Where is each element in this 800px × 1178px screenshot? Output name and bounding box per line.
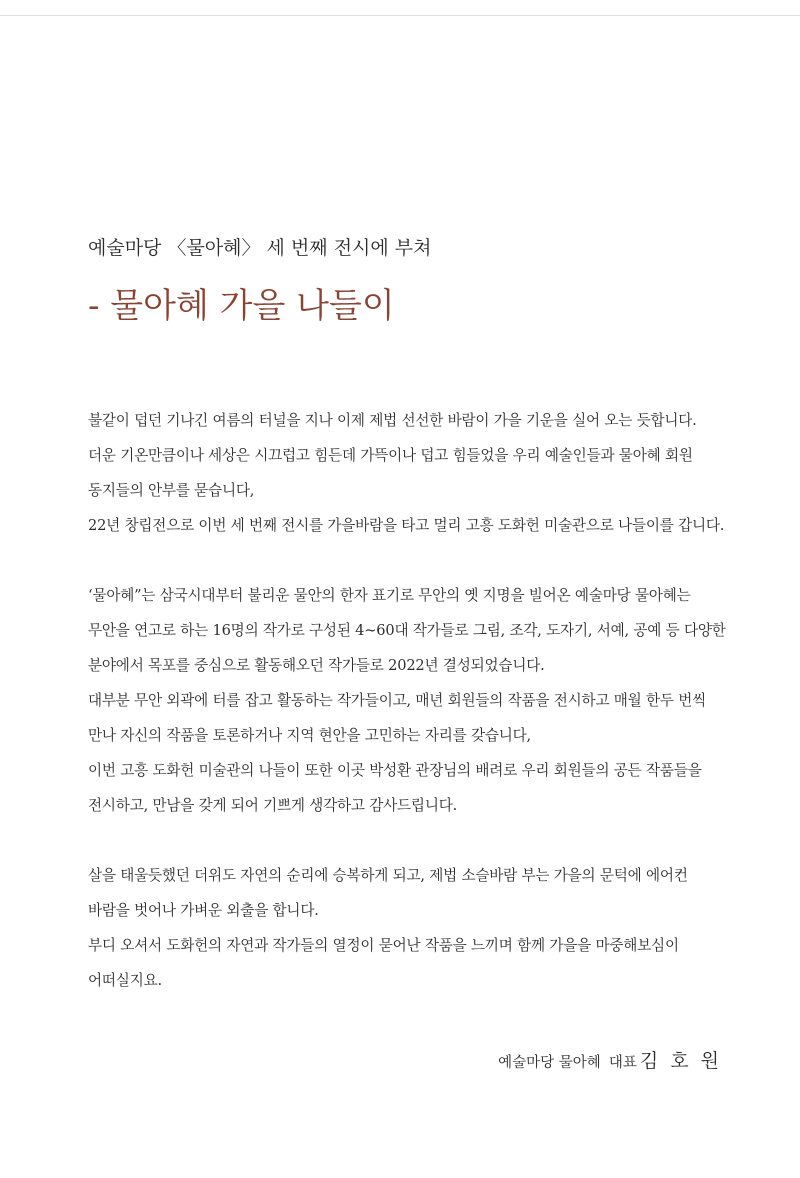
paragraph-1: [88, 403, 728, 543]
text-line: 분야에서 목포를 중심으로 활동해오던 작가들로 2022년 결성되었습니다.: [88, 657, 545, 674]
body-text: [88, 403, 728, 1033]
text-line: 더운 기온만큼이나 세상은 시끄럽고 힘든데 가뜩이나 덥고 힘들었을 우리 예술인들과 물아혜 회원: [88, 447, 693, 464]
text-line: 동지들의 안부를 묻습니다,: [88, 482, 255, 499]
paragraph-3: [88, 858, 728, 998]
text-line: 무안을 연고로 하는 16명의 작가로 구성된 4~60대 작가들로 그림, 조각, 도자기, 서예, 공예 등 다양한: [88, 622, 726, 639]
text-line: 어떠실지요.: [88, 972, 162, 989]
paragraph-2: [88, 578, 728, 823]
text-line: 바람을 벗어나 가벼운 외출을 합니다.: [88, 902, 319, 919]
page-subtitle: 예술마당 〈물아혜〉 세 번째 전시에 부쳐: [88, 237, 432, 259]
text-line: 불같이 덥던 기나긴 여름의 터널을 지나 이제 제법 선선한 바람이 가을 기운을 실어 오는 듯합니다.: [88, 412, 697, 429]
text-line: 만나 자신의 작품을 토론하거나 지역 현안을 고민하는 자리를 갖습니다,: [88, 727, 531, 744]
top-divider: [0, 15, 800, 16]
text-line: 22년 창립전으로 이번 세 번째 전시를 가을바람을 타고 멀리 고흥 도화헌 미술관으로 나들이를 갑니다.: [88, 517, 725, 534]
signature-role: 대표: [608, 1055, 637, 1071]
text-line: 부디 오셔서 도화헌의 자연과 작가들의 열정이 묻어난 작품을 느끼며 함께 가을을 마중해보심이: [88, 937, 679, 954]
text-line: ‘물아혜”는 삼국시대부터 불리운 물안의 한자 표기로 무안의 옛 지명을 빌어온 예술마당 물아혜는: [88, 587, 691, 604]
text-line: 전시하고, 만남을 갖게 되어 기쁘게 생각하고 감사드립니다.: [88, 797, 458, 814]
text-line: 살을 태울듯했던 더위도 자연의 순리에 승복하게 되고, 제법 소슬바람 부는 가을의 문턱에 에어컨: [88, 867, 688, 884]
text-line: 대부분 무안 외곽에 터를 잡고 활동하는 작가들이고, 매년 회원들의 작품을 전시하고 매월 한두 번씩: [88, 692, 707, 709]
signature: [498, 1046, 722, 1073]
text-line: 이번 고흥 도화헌 미술관의 나들이 또한 이곳 박성환 관장님의 배려로 우리 회원들의 공든 작품들을: [88, 762, 702, 779]
signature-organization: 예술마당 물아혜: [498, 1055, 601, 1071]
signature-name: 김 호 원: [639, 1050, 722, 1072]
page-title: - 물아혜 가을 나들이: [88, 286, 395, 326]
